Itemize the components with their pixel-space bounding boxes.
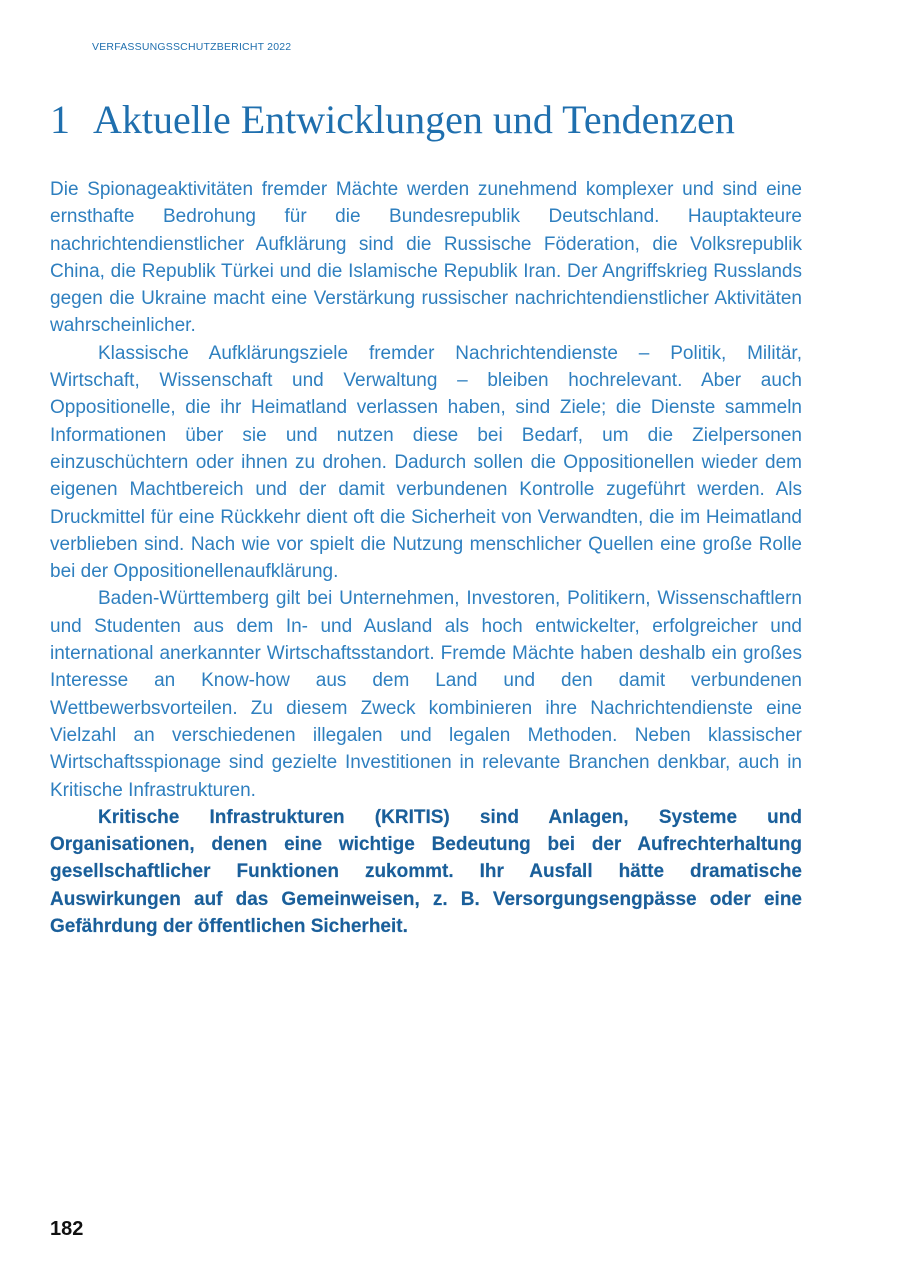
chapter-heading xyxy=(50,96,735,144)
body-text xyxy=(50,176,802,940)
paragraph-economy: Baden-Württemberg gilt bei Unternehmen, Investoren, Politikern, Wissenschaftlern und Studenten aus dem In- und Ausland als hoch entwickelter, erfolgreicher und international anerkannter Wirtschaftsstandort. Fremde Mächte haben deshalb ein großes Interesse an Know-how aus dem Land und den damit verbundenen Wettbewerbsvorteilen. Zu diesem Zweck kombinieren ihre Nachrichtendienste eine Vielzahl an verschiedenen illegalen und legalen Methoden. Neben klassischer Wirtschaftsspionage sind gezielte Investitionen in relevante Branchen denkbar, auch in Kritische Infrastrukturen. xyxy=(50,588,802,801)
page-number: 182 xyxy=(50,1218,84,1240)
chapter-number: 1 xyxy=(50,97,70,142)
chapter-title: Aktuelle Entwicklungen und Tendenzen xyxy=(93,97,735,142)
paragraph-opposition: Klassische Aufklärungsziele fremder Nachrichtendienste – Politik, Militär, Wirtschaft, Wissenschaft und Verwaltung – bleiben hochrelevant. Aber auch Oppositionelle, die ihr Heimatland verlassen haben, sind Ziele; die Dienste sammeln Informationen über sie und nutzen diese bei Bedarf, um die Zielpersonen einzuschüchtern oder ihnen zu drohen. Dadurch sollen die Oppositionellen wieder dem eigenen Machtbereich und der damit verbundenen Kontrolle zugeführt werden. Als Druckmittel für eine Rückkehr dient oft die Sicherheit von Verwandten, die im Heimatland verblieben sind. Nach wie vor spielt die Nutzung menschlicher Quellen eine große Rolle bei der Oppositionellenaufklärung. xyxy=(50,342,802,583)
running-header: VERFASSUNGSSCHUTZBERICHT 2022 xyxy=(92,41,292,53)
paragraph-intro: Die Spionageaktivitäten fremder Mächte werden zunehmend komplexer und sind eine ernsthafte Bedrohung für die Bundesrepublik Deutschland. Hauptakteure nachrichtendienstlicher Aufklärung sind die Russische Föderation, die Volksrepublik China, die Republik Türkei und die Islamische Republik Iran. Der Angriffskrieg Russlands gegen die Ukraine macht eine Verstärkung russischer nachrichtendienstlicher Aktivitäten wahrscheinlicher. xyxy=(50,179,802,337)
paragraph-kritis-definition: Kritische Infrastrukturen (KRITIS) sind Anlagen, Systeme und Organisationen, denen eine wichtige Bedeutung bei der Aufrechterhaltung gesellschaftlicher Funktionen zukommt. Ihr Ausfall hätte dramatische Auswirkungen auf das Gemeinweisen, z. B. Versorgungsengpässe oder eine Gefährdung der öffentlichen Sicherheit. xyxy=(50,806,802,938)
